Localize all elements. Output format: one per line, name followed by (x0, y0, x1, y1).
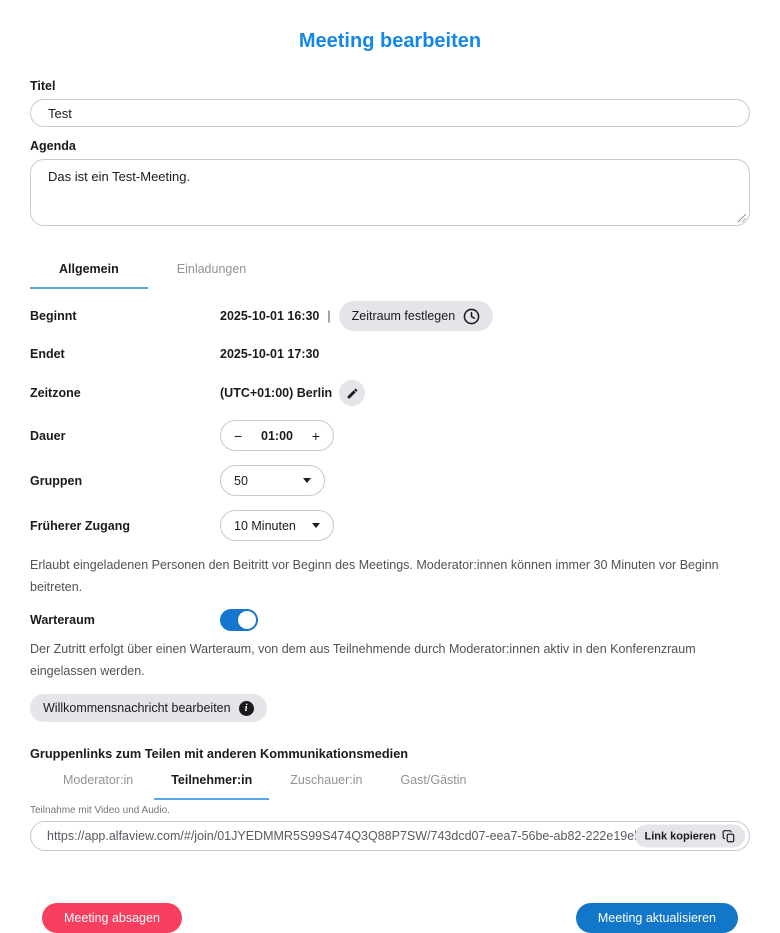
gruppen-label: Gruppen (30, 473, 83, 488)
tab-zuschauer[interactable]: Zuschauer:in (290, 773, 363, 787)
groups-value: 50 (234, 473, 248, 488)
early-access-value: 10 Minuten (234, 518, 296, 533)
copy-link-button[interactable]: Link kopieren (635, 825, 745, 848)
endet-value: 2025-10-01 17:30 (220, 347, 320, 361)
meeting-edit-page (0, 30, 780, 933)
row-fruehrer-zugang (30, 503, 750, 548)
endet-label: Endet (30, 347, 65, 361)
edit-welcome-message-button[interactable]: Willkommensnachricht bearbeiten i (30, 694, 267, 722)
beginnt-separator: | (327, 309, 331, 323)
row-zeitzone (30, 373, 750, 413)
early-access-label: Früherer Zugang (30, 518, 131, 533)
chevron-down-icon (312, 523, 320, 528)
tab-einladungen[interactable]: Einladungen (176, 262, 247, 276)
group-link-tabs (46, 763, 750, 800)
pencil-icon (346, 387, 359, 400)
warteraum-toggle[interactable] (220, 609, 258, 631)
zeitzone-value: (UTC+01:00) Berlin (220, 386, 333, 400)
beginnt-value: 2025-10-01 16:30 (220, 309, 320, 323)
decrease-duration-button[interactable]: − (234, 427, 243, 444)
clock-icon (463, 308, 480, 325)
edit-timezone-button[interactable] (339, 380, 365, 406)
copy-icon (722, 829, 736, 843)
tab-allgemein[interactable]: Allgemein (30, 252, 148, 289)
zeitzone-label: Zeitzone (30, 386, 81, 400)
row-warteraum (30, 608, 750, 632)
warteraum-help-text: Der Zutritt erfolgt über einen Warteraum, von dem aus Teilnehmende durch Moderator:innen aktiv in den Konferenzraum eingelassen werden. (30, 642, 696, 678)
row-dauer (30, 413, 750, 458)
chevron-down-icon (303, 478, 311, 483)
warteraum-label: Warteraum (30, 613, 95, 627)
agenda-field (30, 159, 750, 226)
tab-gast[interactable]: Gast/Gästin (400, 773, 467, 787)
row-gruppen (30, 458, 750, 503)
titel-label: Titel (30, 79, 56, 93)
join-link-field (30, 821, 750, 851)
increase-duration-button[interactable]: + (311, 427, 320, 444)
tab-moderator[interactable]: Moderator:in (63, 773, 134, 787)
page-title: Meeting bearbeiten (298, 30, 482, 52)
duration-stepper (220, 420, 334, 451)
early-access-select[interactable] (220, 510, 334, 541)
dauer-label: Dauer (30, 428, 66, 443)
groups-select[interactable] (220, 465, 325, 496)
duration-value: 01:00 (261, 428, 293, 443)
row-endet (30, 335, 750, 373)
titel-input[interactable] (30, 99, 750, 127)
zeitraum-festlegen-button[interactable]: Zeitraum festlegen (339, 301, 494, 331)
beginnt-label: Beginnt (30, 309, 77, 323)
footer-actions (30, 903, 750, 933)
toggle-knob (238, 611, 256, 629)
agenda-label: Agenda (30, 139, 76, 153)
group-links-heading: Gruppenlinks zum Teilen mit anderen Kommunikationsmedien (30, 746, 409, 761)
cancel-meeting-button[interactable]: Meeting absagen (42, 903, 182, 933)
main-tabs (30, 252, 750, 289)
agenda-input[interactable] (30, 159, 750, 226)
early-access-help-text: Erlaubt eingeladenen Personen den Beitritt vor Beginn des Meetings. Moderator:innen können immer 30 Minuten vor Beginn beitreten. (30, 558, 719, 594)
tab-teilnehmer[interactable]: Teilnehmer:in (154, 763, 269, 800)
link-description: Teilnahme mit Video und Audio. (30, 805, 170, 816)
row-beginnt (30, 297, 750, 335)
general-settings (30, 297, 750, 548)
update-meeting-button[interactable]: Meeting aktualisieren (576, 903, 738, 933)
info-icon: i (239, 701, 254, 716)
